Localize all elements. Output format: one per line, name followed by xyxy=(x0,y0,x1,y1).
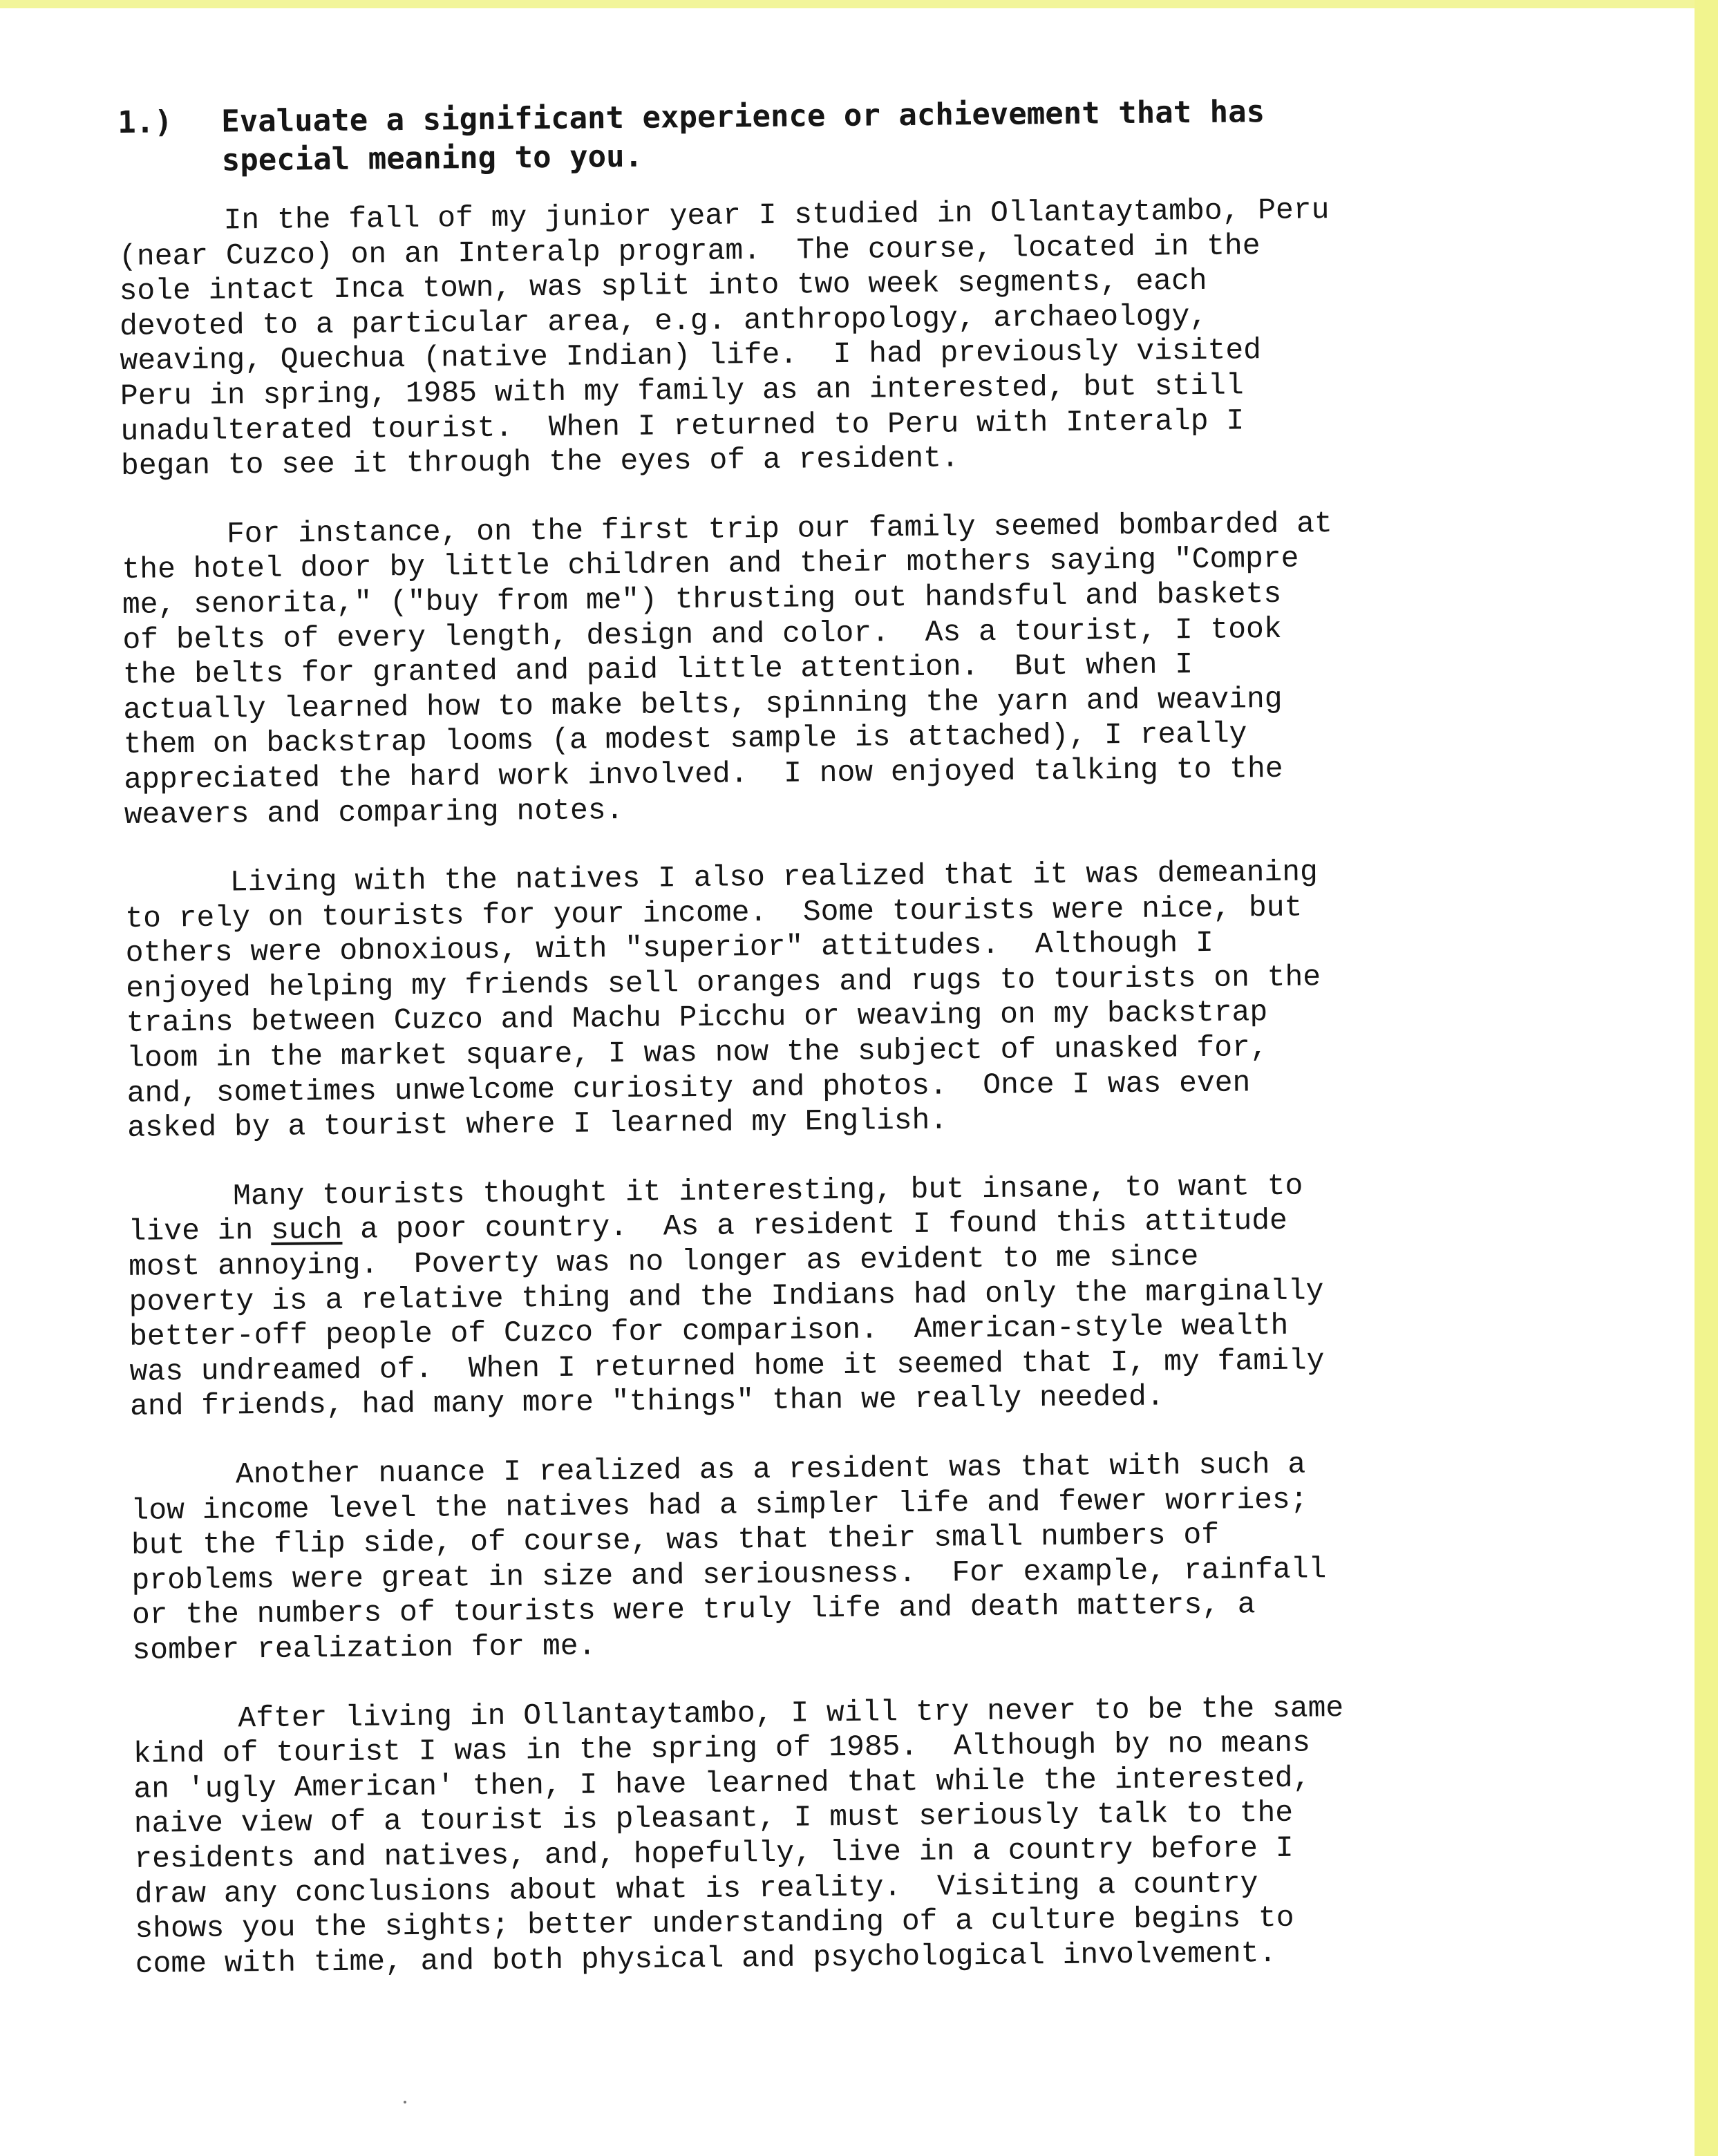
essay-paragraph-5 xyxy=(131,1445,1584,1669)
text-line: kind of tourist I was in the spring of 1985. Although by no means xyxy=(133,1725,1311,1772)
text-line: draw any conclusions about what is reality. Visiting a country xyxy=(134,1866,1258,1911)
scan-speck xyxy=(404,2101,406,2103)
essay-paragraph-3 xyxy=(125,853,1579,1146)
text-line: actually learned how to make belts, spinning the yarn and weaving xyxy=(123,681,1283,727)
paper-edge-right xyxy=(1695,0,1718,2156)
text-line: but the flip side, of course, was that their small numbers of xyxy=(131,1517,1220,1563)
text-line: somber realization for me. xyxy=(132,1629,596,1667)
text-line: others were obnoxious, with "superior" attitudes. Although I xyxy=(125,926,1214,971)
text-line: better-off people of Cuzco for comparison. American-style wealth xyxy=(129,1309,1289,1354)
essay-page xyxy=(117,90,1588,2128)
text-line: began to see it through the eyes of a resident. xyxy=(120,441,960,484)
essay-paragraph-4 xyxy=(128,1166,1581,1425)
text-line: an 'ugly American' then, I have learned that while the interested, xyxy=(133,1761,1311,1806)
text-line: Living with the natives I also realized that it was demeaning xyxy=(229,855,1319,900)
question-line: Evaluate a significant experience or achievement that has xyxy=(221,94,1265,140)
text-line: of belts of every length, design and color. As a tourist, I took xyxy=(122,612,1282,657)
text-fragment: a poor country. As a resident I found this attitude xyxy=(342,1204,1288,1247)
text-line: sole intact Inca town, was split into two week segments, each xyxy=(119,264,1207,309)
text-line: residents and natives, and, hopefully, live in a country before I xyxy=(134,1831,1294,1876)
text-line: Another nuance I realized as a resident was that with such a xyxy=(235,1447,1306,1492)
text-line: the hotel door by little children and their mothers saying "Compre xyxy=(122,541,1299,587)
text-line: them on backstrap looms (a modest sample is attached), I really xyxy=(123,717,1247,762)
text-line: come with time, and both physical and psychological involvement. xyxy=(135,1936,1277,1981)
essay-paragraph-6 xyxy=(133,1688,1587,1982)
text-line: to rely on tourists for your income. Some tourists were nice, but xyxy=(125,890,1303,936)
essay-paragraph-2 xyxy=(122,504,1576,833)
paper-edge-top xyxy=(0,0,1718,8)
text-line: devoted to a particular area, e.g. anthropology, archaeology, xyxy=(119,299,1208,343)
text-line: Peru in spring, 1985 with my family as an interested, but still xyxy=(120,368,1244,413)
text-line: asked by a tourist where I learned my English. xyxy=(126,1103,948,1146)
question-number: 1.) xyxy=(117,104,173,140)
text-line: most annoying. Poverty was no longer as evident to me since xyxy=(128,1240,1199,1284)
text-line: For instance, on the first trip our family seemed bombarded at xyxy=(226,506,1333,551)
text-line: and, sometimes unwelcome curiosity and photos. Once I was even xyxy=(126,1065,1251,1110)
question-line: special meaning to you. xyxy=(221,138,643,178)
text-line: low income level the natives had a simpler life and fewer worries; xyxy=(131,1482,1308,1528)
text-line: enjoyed helping my friends sell oranges and rugs to tourists on the xyxy=(126,960,1321,1005)
text-line: loom in the market square, I was now the subject of unasked for, xyxy=(126,1030,1268,1075)
text-line: weavers and comparing notes. xyxy=(124,793,624,832)
text-fragment: live in xyxy=(128,1213,272,1249)
text-line: the belts for granted and paid little attention. But when I xyxy=(122,647,1193,692)
text-line: trains between Cuzco and Machu Picchu or weaving on my backstrap xyxy=(126,995,1268,1041)
text-line: and friends, had many more "things" than we really needed. xyxy=(129,1379,1164,1424)
text-line: appreciated the hard work involved. I now enjoyed talking to the xyxy=(124,751,1283,797)
text-line: unadulterated tourist. When I returned to Peru with Interalp I xyxy=(120,403,1245,448)
essay-paragraph-1 xyxy=(118,191,1572,484)
text-line: naive view of a tourist is pleasant, I must seriously talk to the xyxy=(133,1796,1294,1842)
text-line: poverty is a relative thing and the Indians had only the marginally xyxy=(129,1273,1324,1319)
text-line: In the fall of my junior year I studied in Ollantaytambo, Peru xyxy=(223,193,1330,238)
text-line: weaving, Quechua (native Indian) life. I had previously visited xyxy=(120,333,1262,379)
text-line: or the numbers of tourists were truly life and death matters, a xyxy=(131,1587,1256,1633)
underlined-word: such xyxy=(270,1213,343,1248)
essay-question xyxy=(117,90,1569,181)
text-line: me, senorita," ("buy from me") thrusting out handsful and baskets xyxy=(122,576,1282,622)
text-line: shows you the sights; better understanding of a culture begins to xyxy=(135,1900,1294,1947)
text-line: After living in Ollantaytambo, I will try never to be the same xyxy=(238,1690,1344,1735)
text-line: was undreamed of. When I returned home it seemed that I, my family xyxy=(129,1343,1325,1389)
text-line: problems were great in size and seriousness. For example, rainfall xyxy=(131,1552,1327,1598)
text-line: Many tourists thought it interesting, but insane, to want to xyxy=(232,1169,1303,1213)
text-line: (near Cuzco) on an Interalp program. The course, located in the xyxy=(118,228,1261,274)
